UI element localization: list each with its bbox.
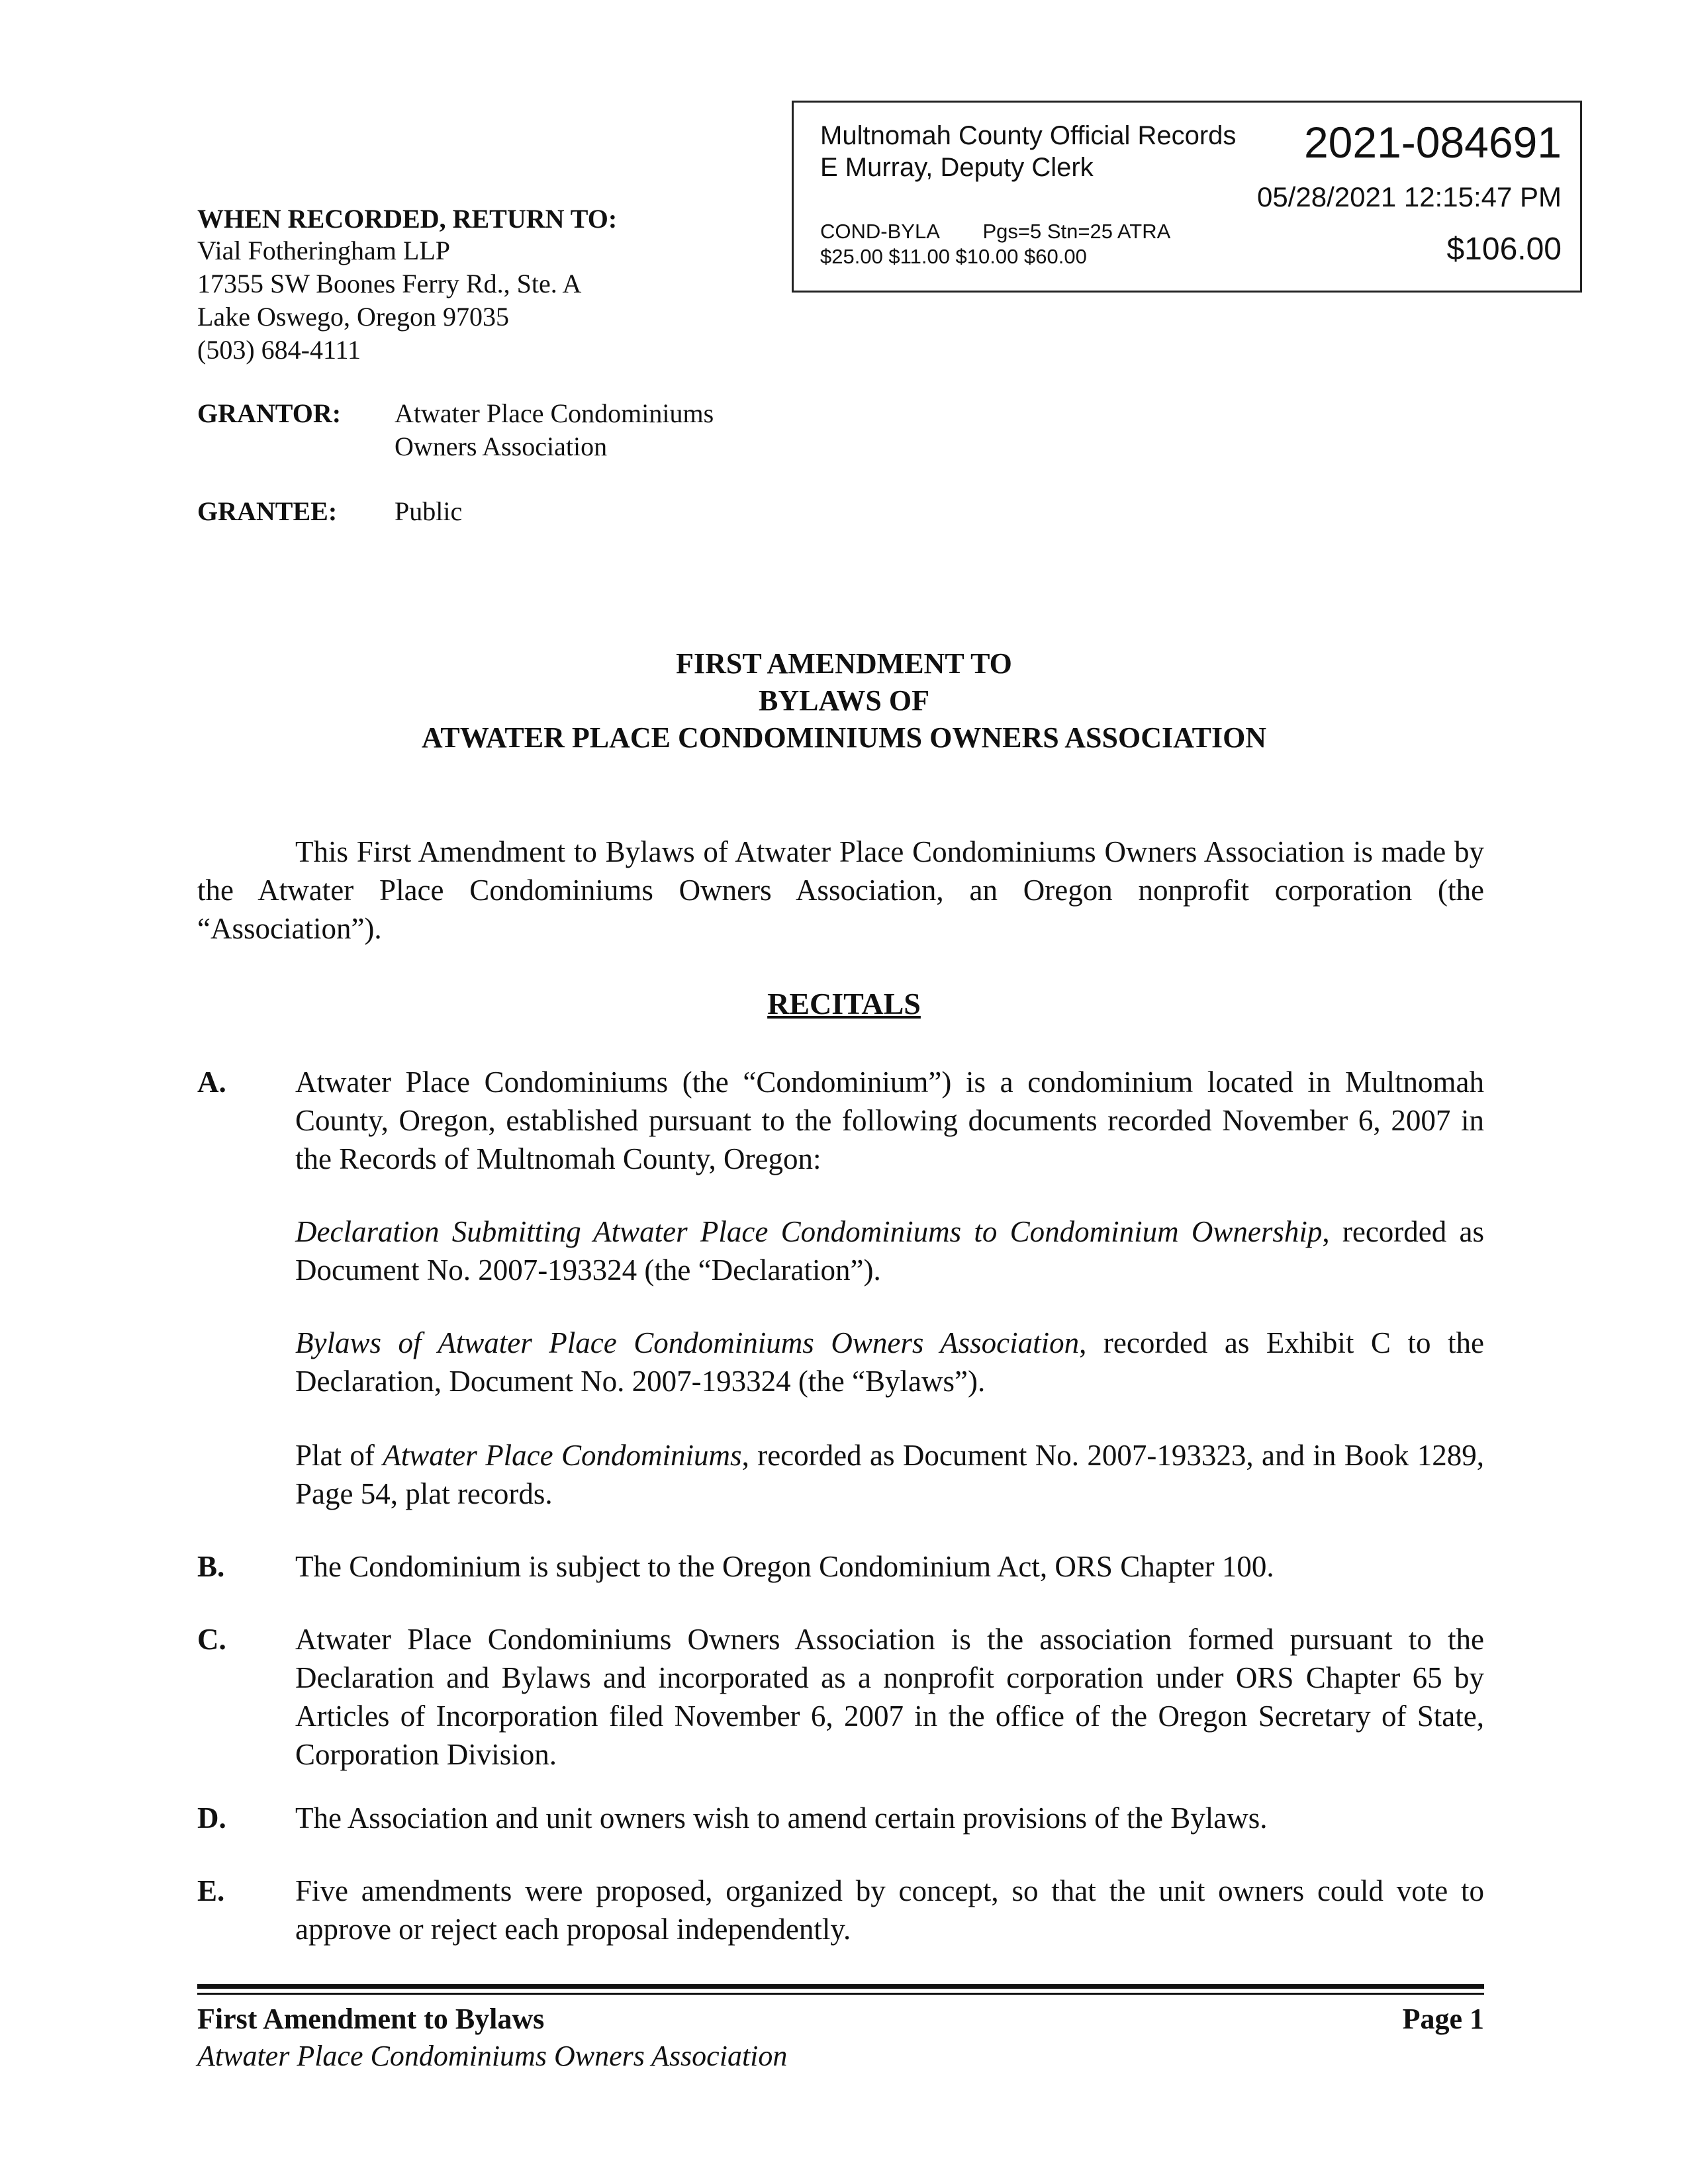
return-line-city: Lake Oswego, Oregon 97035 (197, 302, 509, 332)
grantee-name: Public (395, 496, 463, 526)
grantor-label: GRANTOR: (197, 398, 342, 428)
footer-rule-thin (197, 1993, 1484, 1995)
recital-b-letter: B. (197, 1550, 225, 1583)
return-to-heading: WHEN RECORDED, RETURN TO: (197, 204, 618, 234)
stamp-total: $106.00 (1446, 232, 1562, 267)
recital-b-text: The Condominium is subject to the Oregon Condominium Act, ORS Chapter 100. (295, 1550, 1274, 1583)
stamp-clerk: E Murray, Deputy Clerk (820, 153, 1094, 182)
grantor-name-line2: Owners Association (395, 432, 608, 461)
recital-d-text: The Association and unit owners wish to amend certain provisions of the Bylaws. (295, 1801, 1268, 1835)
footer-title: First Amendment to Bylaws (197, 2003, 545, 2035)
recording-stamp (792, 101, 1582, 293)
stamp-fees: $25.00 $11.00 $10.00 $60.00 (820, 245, 1087, 268)
plat-detail: , recorded as Document No. 2007-193323, and in Book 1289, Page 54, plat records. (295, 1439, 1484, 1510)
return-line-street: 17355 SW Boones Ferry Rd., Ste. A (197, 269, 582, 298)
grantor-name-line1: Atwater Place Condominiums (395, 398, 714, 428)
plat-title: Atwater Place Condominiums (383, 1439, 742, 1472)
return-line-phone: (503) 684-4111 (197, 335, 361, 365)
stamp-doc-type: COND-BYLA (820, 220, 940, 243)
recital-a-text: Atwater Place Condominiums (the “Condominium”) is a condominium located in Multnomah County, Oregon, established pursuant to the following documents recorded November 6, 2007 in the Records of Multnomah County, Oregon: (295, 1066, 1484, 1175)
recital-a-declaration (295, 1212, 1484, 1289)
recital-a-plat (295, 1436, 1484, 1513)
declaration-title: Declaration Submitting Atwater Place Condominiums to Condominium Ownership (295, 1215, 1323, 1248)
return-line-firm: Vial Fotheringham LLP (197, 236, 450, 265)
recital-a-letter: A. (197, 1066, 226, 1099)
recital-e-letter: E. (197, 1874, 225, 1907)
stamp-codes (820, 219, 1170, 244)
footer-subtitle: Atwater Place Condominiums Owners Association (197, 2040, 788, 2072)
stamp-office: Multnomah County Official Records (820, 121, 1237, 150)
declaration-detail: , recorded as Document No. 2007-193324 (the “Declaration”). (295, 1215, 1484, 1287)
grantee-label: GRANTEE: (197, 496, 338, 526)
recital-c-letter: C. (197, 1623, 226, 1656)
stamp-pages: Pgs=5 Stn=25 ATRA (982, 220, 1171, 243)
recital-c-text: Atwater Place Condominiums Owners Association is the association formed pursuant to the Declaration and Bylaws and incorporated as a nonprofit corporation under ORS Chapter 65 by Articles of Incorporation filed November 6, 2007 in the office of the Oregon Secretary of State, Corporation Division. (295, 1623, 1484, 1771)
document-title-line1: FIRST AMENDMENT TO (676, 647, 1012, 680)
bylaws-title: Bylaws of Atwater Place Condominiums Owners Association (295, 1326, 1080, 1359)
document-title-line3: ATWATER PLACE CONDOMINIUMS OWNERS ASSOCIATION (421, 721, 1267, 754)
plat-prefix: Plat of (295, 1439, 383, 1472)
intro-paragraph: This First Amendment to Bylaws of Atwater Place Condominiums Owners Association is made by the Atwater Place Condominiums Owners Association, an Oregon nonprofit corporation (the “Association”). (197, 835, 1484, 945)
document-title-line2: BYLAWS OF (759, 684, 929, 717)
recital-a-bylaws (295, 1324, 1484, 1400)
footer-page-number: Page 1 (1402, 2003, 1484, 2035)
recitals-heading: RECITALS (767, 987, 921, 1021)
recital-d-letter: D. (197, 1801, 226, 1835)
bylaws-detail: , recorded as Exhibit C to the Declaration, Document No. 2007-193324 (the “Bylaws”). (295, 1326, 1484, 1398)
stamp-document-number: 2021-084691 (1303, 118, 1562, 167)
stamp-datetime: 05/28/2021 12:15:47 PM (1256, 181, 1562, 212)
recital-e-text: Five amendments were proposed, organized by concept, so that the unit owners could vote to approve or reject each proposal independently. (295, 1874, 1484, 1946)
footer-rule-thick (197, 1984, 1484, 1989)
